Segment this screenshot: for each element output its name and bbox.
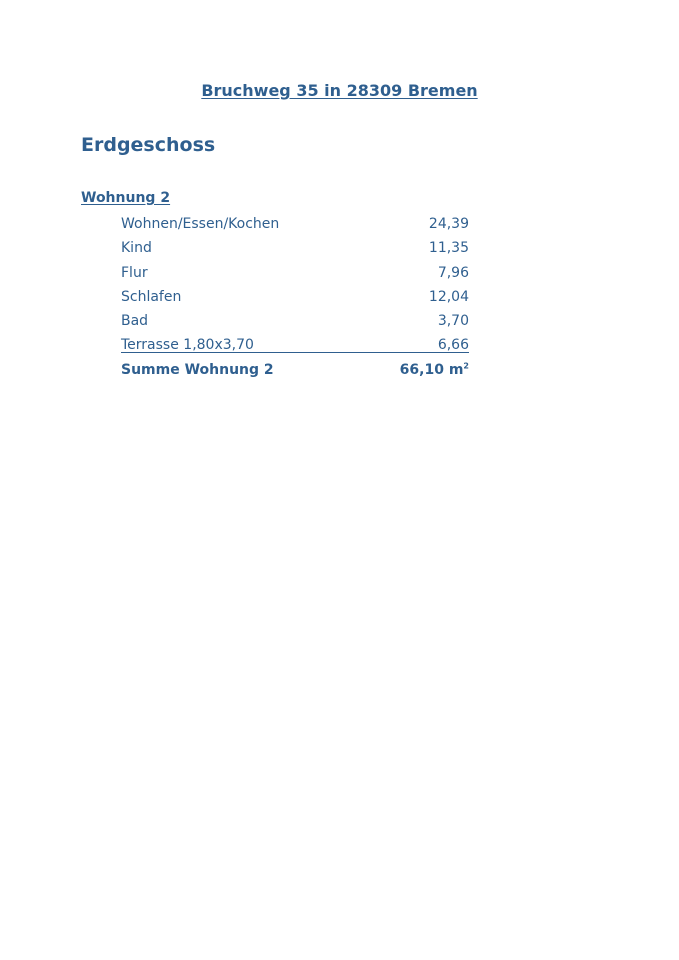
room-row-schlafen xyxy=(121,285,469,309)
room-row-flur xyxy=(121,261,469,285)
room-area: 6,66 xyxy=(437,337,469,354)
room-area-list xyxy=(121,212,469,382)
document-title: Bruchweg 35 in 28309 Bremen xyxy=(201,81,478,100)
room-row-terrasse xyxy=(121,333,469,357)
room-row-kind xyxy=(121,236,469,260)
unit-exponent: 2 xyxy=(463,361,469,371)
total-value xyxy=(400,358,469,382)
room-row-bad xyxy=(121,309,469,333)
total-label: Summe Wohnung 2 xyxy=(121,361,274,378)
total-row xyxy=(121,358,469,382)
floor-heading: Erdgeschoss xyxy=(81,134,216,156)
room-area: 3,70 xyxy=(437,313,469,330)
room-area: 24,39 xyxy=(428,216,469,232)
room-name: Wohnen/Essen/Kochen xyxy=(121,216,280,232)
room-area: 7,96 xyxy=(437,264,469,281)
unit-heading: Wohnung 2 xyxy=(81,190,171,206)
room-area: 12,04 xyxy=(428,288,469,305)
room-name: Kind xyxy=(121,240,152,257)
room-name: Schlafen xyxy=(121,288,182,305)
room-row-wohnen-essen-kochen xyxy=(121,212,469,236)
room-name: Terrasse 1,80x3,70 xyxy=(121,337,254,354)
total-area-value: 66,10 m xyxy=(399,361,464,378)
room-name: Bad xyxy=(121,313,149,330)
room-area: 11,35 xyxy=(428,240,469,257)
room-name: Flur xyxy=(121,264,148,281)
